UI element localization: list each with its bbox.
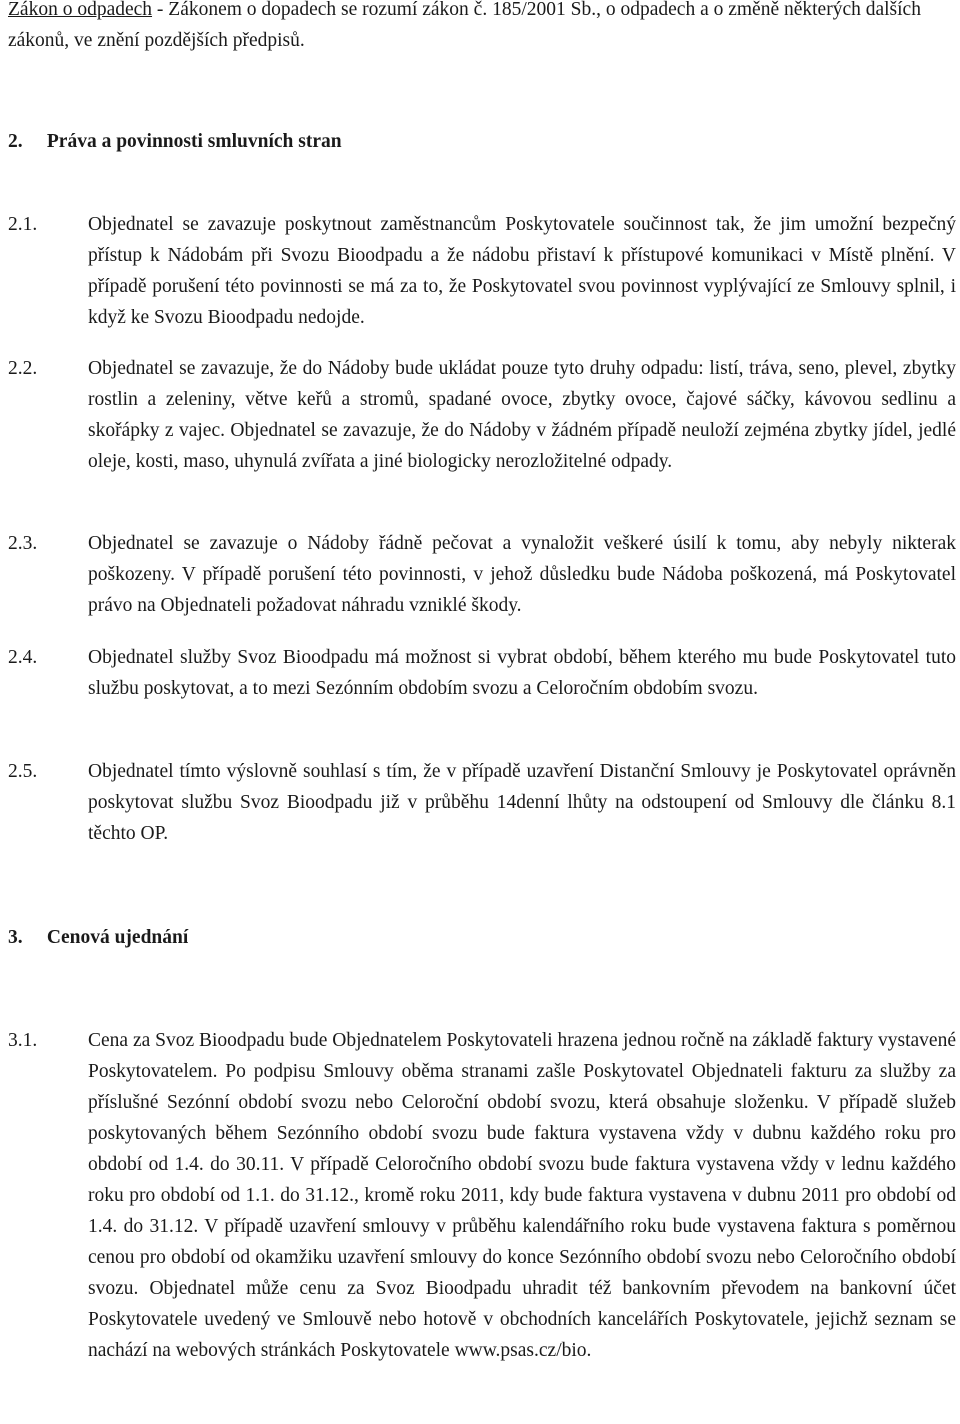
clause-number: 2.5. <box>8 761 38 782</box>
clause-text: Objednatel služby Svoz Bioodpadu má možnost si vybrat období, během kterého mu bude Poskytovatel tuto službu poskytovat, a to mezi Sezónním obdobím svozu a Celoročním obdobím svozu. <box>88 647 956 699</box>
section-number: 2. <box>8 131 23 152</box>
clause-2-4 <box>8 642 956 704</box>
section-number: 3. <box>8 927 23 948</box>
law-link[interactable]: Zákon o odpadech <box>8 0 153 20</box>
intro-text: - Zákonem o dopadech se rozumí zákon č. 185/2001 Sb., o odpadech a o změně některých dalších zákonů, ve znění pozdějších předpisů. <box>8 0 921 51</box>
section-2-heading <box>8 126 342 157</box>
clause-number: 2.1. <box>8 214 38 235</box>
section-title: Cenová ujednání <box>46 927 189 948</box>
clause-text: Objednatel tímto výslovně souhlasí s tím, že v případě uzavření Distanční Smlouvy je Poskytovatel oprávněn poskytovat službu Svoz Bioodpadu již v průběhu 14denní lhůty na odstoupení od Smlouvy dle článku 8.1 těchto OP. <box>88 761 956 844</box>
clause-text: Objednatel se zavazuje o Nádoby řádně pečovat a vynaložit veškeré úsilí k tomu, aby nebyly nikterak poškozeny. V případě porušení této povinnosti, v jehož důsledku bude Nádoba poškozená, má Poskytovatel právo na Objednateli požadovat náhradu vzniklé škody. <box>88 533 956 616</box>
clause-number: 2.4. <box>8 647 38 668</box>
clause-3-1 <box>8 1025 956 1366</box>
clause-2-2 <box>8 353 956 477</box>
clause-text: Cena za Svoz Bioodpadu bude Objednatelem Poskytovateli hrazena jednou ročně na základě faktury vystavené Poskytovatelem. Po podpisu Smlouvy oběma stranami zašle Poskytovatel Objednateli fakturu za služby za příslušné Sezónní období svozu nebo Celoroční období svozu, která obsahuje složenku. V případě služeb poskytovaných během Sezónního období svozu bude faktura vystavena vždy v dubnu každého roku pro období od 1.4. do 30.11. V případě Celoročního období svozu bude faktura vystavena vždy v lednu každého roku pro období od 1.1. do 31.12., kromě roku 2011, kdy bude faktura vystavena v dubnu 2011 pro období od 1.4. do 31.12. V případě uzavření smlouvy v průběhu kalendářního roku bude vystavena faktura s poměrnou cenou pro období od okamžiku uzavření smlouvy do konce Sezónního období svozu nebo Celoročního období svozu. Objednatel může cenu za Svoz Bioodpadu uhradit též bankovním převodem na bankovní účet Poskytovatele uvedený ve Smlouvě nebo hotově v obchodních kancelářích Poskytovatele, jejichž seznam se nachází na webových stránkách Poskytovatele www.psas.cz/bio. <box>88 1030 956 1361</box>
clause-text: Objednatel se zavazuje, že do Nádoby bude ukládat pouze tyto druhy odpadu: listí, tráva, seno, plevel, zbytky rostlin a zeleniny, větve keřů a stromů, spadané ovoce, zbytky ovoce, čajové sáčky, kávovou sedlinu a skořápky z vajec. Objednatel se zavazuje, že do Nádoby v žádném případě neuloží zejména zbytky jídel, jedlé oleje, kosti, maso, uhynulá zvířata a jiné biologicky nerozložitelné odpady. <box>88 358 956 472</box>
section-3-heading <box>8 922 188 953</box>
intro-paragraph <box>8 0 956 56</box>
clause-number: 2.2. <box>8 358 38 379</box>
clause-2-5 <box>8 756 956 849</box>
section-title: Práva a povinnosti smluvních stran <box>46 131 342 152</box>
clause-2-3 <box>8 528 956 621</box>
clause-text: Objednatel se zavazuje poskytnout zaměstnancům Poskytovatele součinnost tak, že jim umožní bezpečný přístup k Nádobám při Svozu Bioodpadu a že nádobu přistaví k přístupové komunikaci v Místě plnění. V případě porušení této povinnosti se má za to, že Poskytovatel svou povinnost vyplývající ze Smlouvy splnil, i když ke Svozu Bioodpadu nedojde. <box>88 214 956 328</box>
clause-number: 2.3. <box>8 533 38 554</box>
clause-2-1 <box>8 209 956 333</box>
clause-number: 3.1. <box>8 1030 38 1051</box>
